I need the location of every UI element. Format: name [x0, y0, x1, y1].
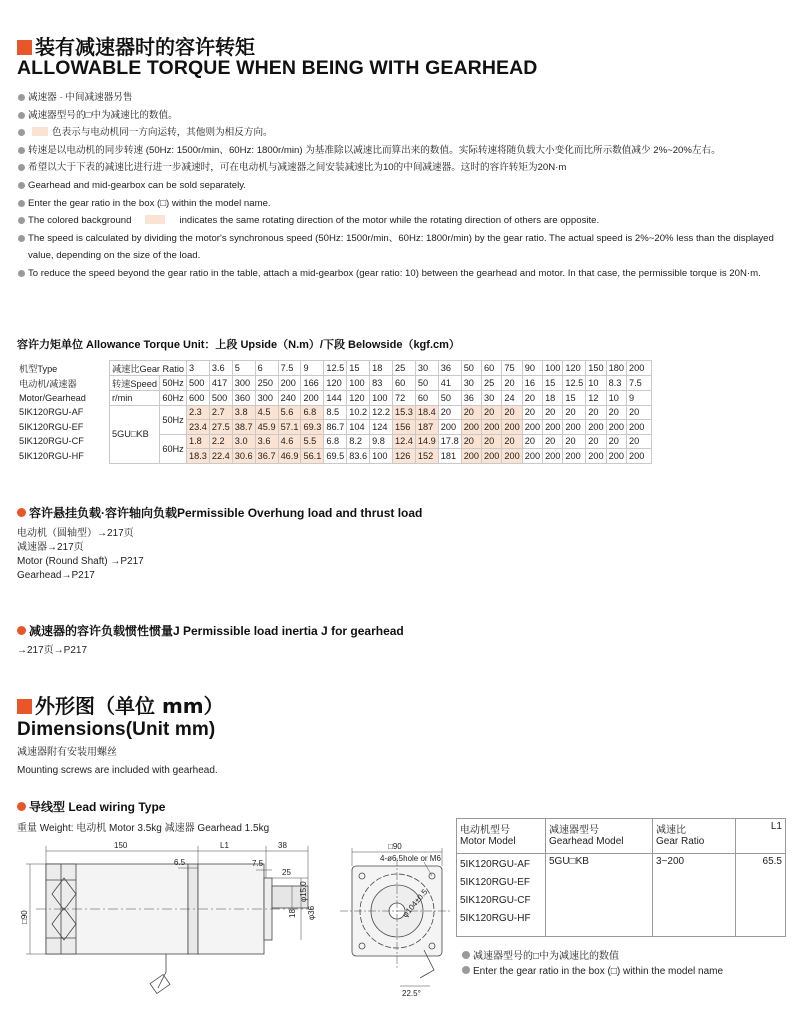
ratio-cell: 15	[347, 361, 370, 376]
value-cell: 60	[393, 376, 416, 391]
overhung-title: 容许悬挂负载·容许轴向负载Permissible Overhung load and thrust load	[17, 504, 422, 521]
value-cell: 20	[522, 434, 542, 449]
value-cell: 20	[543, 434, 563, 449]
ratio-cell: 6	[255, 361, 278, 376]
lead-title: 导线型 Lead wiring Type	[17, 798, 165, 815]
value-cell: 60	[415, 391, 438, 406]
value-cell: 20	[502, 376, 522, 391]
value-cell: 156	[393, 420, 416, 435]
note-item: 减速器 · 中间减速器另售	[18, 89, 788, 107]
bullet-dot-icon	[17, 626, 26, 635]
bullet-dot-icon	[17, 508, 26, 517]
value-cell: 200	[482, 449, 502, 464]
value-cell: 12.5	[563, 376, 586, 391]
color-swatch	[145, 215, 165, 224]
value-cell: 15	[543, 376, 563, 391]
bullet-dot-icon	[462, 951, 470, 959]
value-cell: 200	[301, 391, 324, 406]
footnote-en: Enter the gear ratio in the box (□) within the model name	[462, 966, 723, 977]
ratio-cell: 3.6	[209, 361, 232, 376]
value-cell: 20	[438, 405, 461, 420]
value-cell: 500	[187, 376, 210, 391]
overhung-lines	[17, 527, 144, 583]
value-cell: 18.4	[415, 405, 438, 420]
value-cell: 25	[482, 376, 502, 391]
value-cell: 200	[278, 376, 301, 391]
value-cell: 120	[347, 391, 370, 406]
value-cell: 23.4	[187, 420, 210, 435]
overhung-line: 电动机（圆轴型）→217页	[17, 528, 134, 539]
value-cell: 200	[522, 449, 542, 464]
value-cell: 200	[586, 449, 606, 464]
model-cell: 5IK120RGU-CF	[19, 436, 84, 447]
value-cell: 200	[502, 449, 522, 464]
value-cell: 12.2	[370, 405, 393, 420]
ratio-cell: 60	[482, 361, 502, 376]
value-cell: 36.7	[255, 449, 278, 464]
value-cell: 41	[438, 376, 461, 391]
note-item: 减速器型号的□中为减速比的数值。	[18, 107, 788, 125]
value-cell: 20	[606, 434, 626, 449]
dim-l1: L1	[220, 841, 229, 850]
value-cell: 200	[522, 420, 542, 435]
value-cell: 360	[232, 391, 255, 406]
value-cell: 83	[370, 376, 393, 391]
value-cell: 83.6	[347, 449, 370, 464]
value-cell: 18	[543, 391, 563, 406]
value-cell: 200	[626, 420, 651, 435]
value-cell: 20	[522, 391, 542, 406]
value-cell: 50	[415, 376, 438, 391]
ratio-cell: 180	[606, 361, 626, 376]
value-cell: 20	[461, 405, 481, 420]
value-cell: 300	[232, 376, 255, 391]
speed-head: 转速Speed	[110, 376, 160, 391]
model-head-motor: 电动机型号 Motor Model	[457, 819, 546, 854]
model-cell: 5IK120RGU-AF	[19, 407, 84, 418]
dimensions-title-en: Dimensions(Unit mm)	[17, 719, 216, 740]
value-cell: 300	[255, 391, 278, 406]
note-item: 希望以大于下表的减速比进行进一步减速时，可在电动机与减速器之间安装减速比为10的中间减速器。这时的容许转矩为20N·m	[18, 159, 788, 177]
value-cell: 10.2	[347, 405, 370, 420]
ratio-cell: 90	[522, 361, 542, 376]
value-cell: 46.9	[278, 449, 301, 464]
dimensions-title-cn: 外形图（单位 mm）	[17, 690, 224, 719]
value-cell: 30	[461, 376, 481, 391]
value-cell: 17.8	[438, 434, 461, 449]
value-cell: 16	[522, 376, 542, 391]
note-item: 色表示与电动机同一方向运转，其他则为相反方向。	[18, 124, 788, 142]
ratio-cell: 12.5	[324, 361, 347, 376]
hz-cell: 60Hz	[160, 391, 187, 406]
value-cell: 200	[502, 420, 522, 435]
value-cell: 200	[606, 449, 626, 464]
dim-7-5: 7.5	[252, 859, 264, 868]
overhung-line: 减速器→217页	[17, 542, 84, 553]
gear-model-cell: 5GU□KB	[110, 405, 160, 463]
value-cell: 12	[586, 391, 606, 406]
page-title-en: ALLOWABLE TORQUE WHEN BEING WITH GEARHEAD	[17, 57, 538, 79]
value-cell: 126	[393, 449, 416, 464]
value-cell: 2.7	[209, 405, 232, 420]
value-cell: 2.2	[209, 434, 232, 449]
dim-holes: 4-ø6.5hole or M6	[380, 854, 441, 863]
overhung-line: Motor (Round Shaft) →P217	[17, 556, 144, 567]
value-cell: 200	[461, 420, 481, 435]
value-cell: 30	[482, 391, 502, 406]
ratio-cell: 75	[502, 361, 522, 376]
note-item: Enter the gear ratio in the box (□) within the model name.	[18, 195, 788, 213]
value-cell: 20	[586, 434, 606, 449]
model-head-l1: L1	[736, 819, 786, 854]
hz-cell: 50Hz	[160, 405, 187, 434]
ratio-head: 减速比Gear Ratio	[110, 361, 187, 376]
color-swatch	[32, 127, 48, 136]
value-cell: 36	[461, 391, 481, 406]
ratio-cell: 18	[370, 361, 393, 376]
value-cell: 3.8	[232, 405, 255, 420]
value-cell: 4.5	[255, 405, 278, 420]
value-cell: 8.3	[606, 376, 626, 391]
ratio-cell: 5	[232, 361, 255, 376]
value-cell: 20	[563, 405, 586, 420]
value-cell: 152	[415, 449, 438, 464]
speed50-row	[17, 376, 651, 391]
value-cell: 200	[586, 420, 606, 435]
torque-row	[17, 405, 651, 420]
model-table	[456, 818, 786, 937]
dim-36: φ36	[307, 905, 316, 920]
value-cell: 200	[626, 449, 651, 464]
value-cell: 3.6	[255, 434, 278, 449]
value-cell: 124	[370, 420, 393, 435]
value-cell: 10	[606, 391, 626, 406]
value-cell: 9	[626, 391, 651, 406]
title-square-icon	[17, 699, 32, 714]
motor-head-en: Motor/Gearhead	[19, 392, 86, 403]
model-l1-cell: 65.5	[736, 854, 786, 937]
value-cell: 38.7	[232, 420, 255, 435]
value-cell: 15.3	[393, 405, 416, 420]
model-cell: 5IK120RGU-HF	[19, 450, 84, 461]
value-cell: 187	[415, 420, 438, 435]
value-cell: 6.8	[324, 434, 347, 449]
value-cell: 20	[563, 434, 586, 449]
dim-25: 25	[282, 868, 291, 877]
value-cell: 14.9	[415, 434, 438, 449]
value-cell: 100	[370, 449, 393, 464]
note-item: The colored background indicates the same rotating direction of the motor while the rotating direction of others are opposite.	[18, 212, 788, 230]
value-cell: 20	[502, 434, 522, 449]
dim-150: 150	[114, 841, 128, 850]
value-cell: 200	[543, 449, 563, 464]
weight-text: 重量 Weight: 电动机 Motor 3.5kg 减速器 Gearhead 1.5kg	[17, 823, 270, 834]
value-cell: 50	[438, 391, 461, 406]
value-cell: 120	[324, 376, 347, 391]
dim-angle: 22.5°	[402, 989, 421, 998]
type-head: 机型Type	[19, 364, 58, 374]
inertia-line: →217页→P217	[17, 645, 88, 656]
value-cell: 5.6	[278, 405, 301, 420]
ratio-cell: 50	[461, 361, 481, 376]
value-cell: 20	[626, 405, 651, 420]
value-cell: 69.3	[301, 420, 324, 435]
value-cell: 2.3	[187, 405, 210, 420]
value-cell: 200	[606, 420, 626, 435]
dim-38: 38	[278, 841, 287, 850]
note-item: The speed is calculated by dividing the motor's synchronous speed (50Hz: 1500r/min、60Hz: 1800r/min) by the gear ratio. The actual speed is 2%~20% less than the displayed value, depending on the size of the load.	[18, 230, 788, 265]
value-cell: 20	[586, 405, 606, 420]
ratio-cell: 9	[301, 361, 324, 376]
value-cell: 104	[347, 420, 370, 435]
value-cell: 200	[563, 449, 586, 464]
ratio-cell: 120	[563, 361, 586, 376]
value-cell: 20	[606, 405, 626, 420]
value-cell: 20	[543, 405, 563, 420]
model-head-gear: 减速器型号 Gearhead Model	[546, 819, 653, 854]
ratio-cell: 150	[586, 361, 606, 376]
ratio-cell: 100	[543, 361, 563, 376]
note-item: To reduce the speed beyond the gear ratio in the table, attach a mid-gearbox (gear ratio: 10) between the gearhead and motor. In that case, the permissible torque is 20N·m.	[18, 265, 788, 283]
value-cell: 72	[393, 391, 416, 406]
torque-title: 容许力矩单位 Allowance Torque Unit：上段 Upside（N.m）/下段 Belowside（kgf.cm）	[17, 339, 460, 351]
ratio-cell: 36	[438, 361, 461, 376]
value-cell: 57.1	[278, 420, 301, 435]
side-view-drawing	[16, 838, 316, 998]
value-cell: 9.8	[370, 434, 393, 449]
value-cell: 100	[370, 391, 393, 406]
value-cell: 200	[461, 449, 481, 464]
dimensions-sub-en: Mounting screws are included with gearhead.	[17, 765, 218, 776]
value-cell: 181	[438, 449, 461, 464]
dim-15: φ15.0	[299, 881, 308, 902]
inertia-title: 减速器的容许负载惯性惯量J Permissible load inertia J for gearhead	[17, 622, 404, 639]
note-item: 转速是以电动机的同步转速 (50Hz: 1500r/min、60Hz: 1800r/min) 为基准除以减速比而算出来的数值。实际转速将随负载大小变化而比所示数值减少 2%~20%左右。	[18, 142, 788, 160]
value-cell: 200	[482, 420, 502, 435]
model-head-ratio: 减速比 Gear Ratio	[653, 819, 736, 854]
model-gear-cell: 5GU□KB	[546, 854, 653, 937]
ratio-cell: 30	[415, 361, 438, 376]
dim-90: □90	[20, 910, 29, 924]
dim-90-front: □90	[388, 842, 402, 851]
speed-unit: r/min	[110, 391, 160, 406]
value-cell: 200	[543, 420, 563, 435]
dim-18: 18	[288, 909, 297, 918]
value-cell: 86.7	[324, 420, 347, 435]
ratio-row	[17, 361, 651, 376]
hz-cell: 50Hz	[160, 376, 187, 391]
value-cell: 166	[301, 376, 324, 391]
value-cell: 30.6	[232, 449, 255, 464]
value-cell: 7.5	[626, 376, 651, 391]
ratio-cell: 3	[187, 361, 210, 376]
value-cell: 250	[255, 376, 278, 391]
value-cell: 8.5	[324, 405, 347, 420]
footnote-cn: 减速器型号的□中为减速比的数值	[462, 947, 619, 962]
value-cell: 500	[209, 391, 232, 406]
value-cell: 200	[438, 420, 461, 435]
value-cell: 144	[324, 391, 347, 406]
value-cell: 45.9	[255, 420, 278, 435]
hz-cell: 60Hz	[160, 434, 187, 463]
torque-table	[17, 360, 652, 464]
value-cell: 18.3	[187, 449, 210, 464]
value-cell: 20	[626, 434, 651, 449]
dim-6-5: 6.5	[174, 858, 186, 867]
title-square-icon	[17, 40, 32, 55]
value-cell: 6.8	[301, 405, 324, 420]
bullet-dot-icon	[17, 802, 26, 811]
overhung-line: Gearhead→P217	[17, 570, 95, 581]
model-motors-cell: 5IK120RGU-AF 5IK120RGU-EF 5IK120RGU-CF 5IK120RGU-HF	[457, 854, 546, 937]
page-title-cn: 装有减速器时的容许转矩	[17, 31, 255, 60]
value-cell: 20	[482, 434, 502, 449]
value-cell: 12.4	[393, 434, 416, 449]
motor-head: 电动机/减速器	[19, 379, 77, 389]
dimensions-sub-cn: 减速器附有安装用螺丝	[17, 747, 117, 758]
value-cell: 5.5	[301, 434, 324, 449]
note-item: Gearhead and mid-gearbox can be sold separately.	[18, 177, 788, 195]
value-cell: 200	[563, 420, 586, 435]
notes-list	[18, 89, 788, 283]
ratio-cell: 200	[626, 361, 651, 376]
value-cell: 20	[482, 405, 502, 420]
value-cell: 22.4	[209, 449, 232, 464]
speed60-row	[17, 391, 651, 406]
value-cell: 56.1	[301, 449, 324, 464]
value-cell: 15	[563, 391, 586, 406]
bullet-dot-icon	[462, 966, 470, 974]
model-cell: 5IK120RGU-EF	[19, 421, 84, 432]
value-cell: 100	[347, 376, 370, 391]
value-cell: 69.5	[324, 449, 347, 464]
front-view-drawing	[340, 838, 452, 998]
dim-pcd: φ104±0.5	[400, 887, 430, 920]
value-cell: 1.8	[187, 434, 210, 449]
value-cell: 10	[586, 376, 606, 391]
value-cell: 600	[187, 391, 210, 406]
value-cell: 417	[209, 376, 232, 391]
value-cell: 8.2	[347, 434, 370, 449]
model-ratio-cell: 3~200	[653, 854, 736, 937]
value-cell: 20	[502, 405, 522, 420]
value-cell: 3.0	[232, 434, 255, 449]
value-cell: 24	[502, 391, 522, 406]
value-cell: 4.6	[278, 434, 301, 449]
ratio-cell: 7.5	[278, 361, 301, 376]
value-cell: 20	[522, 405, 542, 420]
value-cell: 20	[461, 434, 481, 449]
value-cell: 240	[278, 391, 301, 406]
ratio-cell: 25	[393, 361, 416, 376]
value-cell: 27.5	[209, 420, 232, 435]
